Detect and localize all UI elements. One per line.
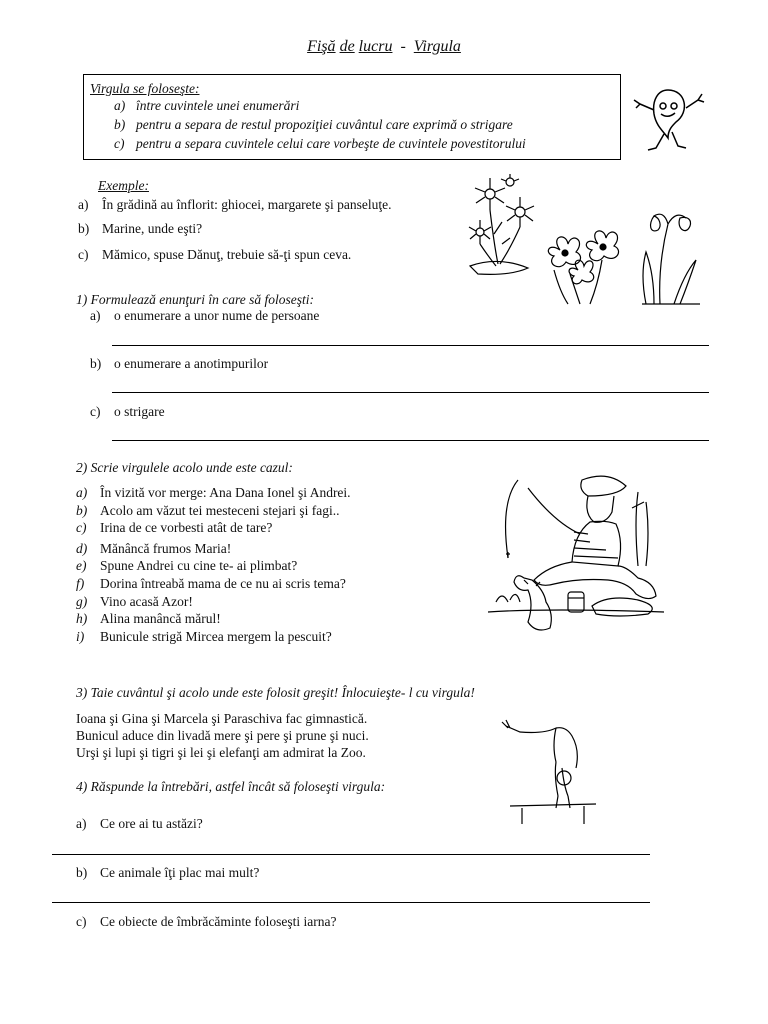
rule-item [114, 98, 299, 114]
example-text: În grădină au înflorit: ghiocei, margarete şi panseluţe. [102, 197, 392, 212]
ex3-heading: 3) Taie cuvântul şi acolo unde este folosit greşit! Înlocuieşte- l cu virgula! [76, 685, 475, 700]
ex4-text: Ce animale îţi plac mai mult? [100, 865, 260, 880]
ex3-line: Ioana şi Gina şi Marcela şi Paraschiva fac gimnastică. [76, 711, 368, 726]
ex2-key: a) [76, 485, 88, 500]
ex2-item [76, 558, 297, 574]
ex4-text: Ce obiecte de îmbrăcăminte foloseşti iarna? [100, 914, 337, 929]
ex2-heading: 2) Scrie virgulele acolo unde este cazul: [76, 460, 293, 475]
ex4-heading: 4) Răspunde la întrebări, astfel încât să foloseşti virgula: [76, 779, 386, 794]
answer-line[interactable] [52, 902, 650, 903]
ex2-key: b) [76, 503, 88, 518]
ex2-text: Spune Andrei cu cine te- ai plimbat? [100, 558, 298, 573]
example-text: Marine, unde eşti? [102, 221, 203, 236]
ex2-text: Mănâncă frumos Maria! [100, 541, 232, 556]
fisherman-boy-illustration [488, 462, 664, 642]
ex2-text: Alina manâncă mărul! [100, 611, 221, 626]
title-word-2: de [339, 38, 355, 55]
rule-key: b) [114, 117, 126, 132]
ex2-key: i) [76, 629, 85, 644]
ex1-item [90, 308, 319, 324]
ex2-item [76, 541, 231, 557]
rule-item [114, 136, 526, 152]
ex1-text: o enumerare a anotimpurilor [114, 356, 269, 371]
ex3-line: Urşi şi lupi şi tigri şi lei şi elefanţi am admirat la Zoo. [76, 745, 366, 760]
ex1-text: o strigare [114, 404, 165, 419]
ex4-text: Ce ore ai tu astăzi? [100, 816, 203, 831]
rules-heading: Virgula se foloseşte: [90, 81, 200, 96]
ex3-line: Bunicul aduce din livadă mere şi pere şi prune şi nuci. [76, 728, 369, 743]
ex1-item [90, 404, 165, 420]
example-item [78, 197, 392, 213]
answer-line[interactable] [52, 854, 650, 855]
rule-key: a) [114, 98, 126, 113]
ex2-item [76, 503, 340, 519]
answer-line[interactable] [112, 392, 709, 393]
ex2-text: Irina de ce vorbesti atât de tare? [100, 520, 273, 535]
rule-item [114, 117, 513, 133]
ex2-item [76, 485, 351, 501]
rule-text: între cuvintele unei enumerări [136, 98, 300, 113]
ex4-item [76, 816, 203, 832]
ex1-key: c) [90, 404, 101, 419]
ex2-text: În vizită vor merge: Ana Dana Ionel şi Andrei. [100, 485, 351, 500]
ex2-key: e) [76, 558, 87, 573]
ex4-key: a) [76, 816, 87, 831]
ex2-item [76, 611, 221, 627]
ex2-text: Acolo am văzut tei mesteceni stejari şi fagi.. [100, 503, 340, 518]
rule-text: pentru a separa de restul propoziţiei cuvântul care exprimă o strigare [136, 117, 513, 132]
title-word-1: Fişă [307, 38, 336, 55]
ex2-key: f) [76, 576, 85, 591]
ex2-key: h) [76, 611, 88, 626]
answer-line[interactable] [112, 345, 709, 346]
title-dash: - [400, 38, 406, 55]
title-word-3: lucru [358, 38, 393, 55]
ex1-item [90, 356, 268, 372]
answer-line[interactable] [112, 440, 709, 441]
ex2-text: Bunicule strigă Mircea mergem la pescuit? [100, 629, 332, 644]
ex2-item [76, 629, 332, 645]
example-key: a) [78, 197, 89, 212]
gymnast-illustration [500, 716, 604, 826]
ex4-key: b) [76, 865, 88, 880]
example-item [78, 221, 202, 237]
ex1-text: o enumerare a unor nume de persoane [114, 308, 320, 323]
ex1-key: a) [90, 308, 101, 323]
comma-mascot-icon [628, 82, 708, 158]
example-text: Mămico, spuse Dănuţ, trebuie să-ţi spun ceva. [102, 247, 352, 262]
rule-key: c) [114, 136, 125, 151]
ex4-item [76, 865, 259, 881]
title-word-4: Virgula [413, 38, 461, 55]
ex1-key: b) [90, 356, 102, 371]
ex2-item [76, 520, 272, 536]
ex2-item [76, 594, 193, 610]
example-key: b) [78, 221, 90, 236]
ex4-key: c) [76, 914, 87, 929]
examples-heading: Exemple: [98, 178, 149, 193]
ex4-item [76, 914, 337, 930]
ex1-heading: 1) Formulează enunţuri în care să foloseşti: [76, 292, 314, 307]
ex2-text: Vino acasă Azor! [100, 594, 193, 609]
ex2-key: c) [76, 520, 87, 535]
example-key: c) [78, 247, 89, 262]
ex2-item [76, 576, 346, 592]
page-title [0, 38, 768, 56]
ex2-text: Dorina întreabă mama de ce nu ai scris tema? [100, 576, 346, 591]
flowers-illustration [450, 174, 700, 308]
example-item [78, 247, 351, 263]
ex2-key: g) [76, 594, 88, 609]
ex2-key: d) [76, 541, 88, 556]
rules-box [83, 74, 621, 160]
rule-text: pentru a separa cuvintele celui care vorbeşte de cuvintele povestitorului [136, 136, 526, 151]
